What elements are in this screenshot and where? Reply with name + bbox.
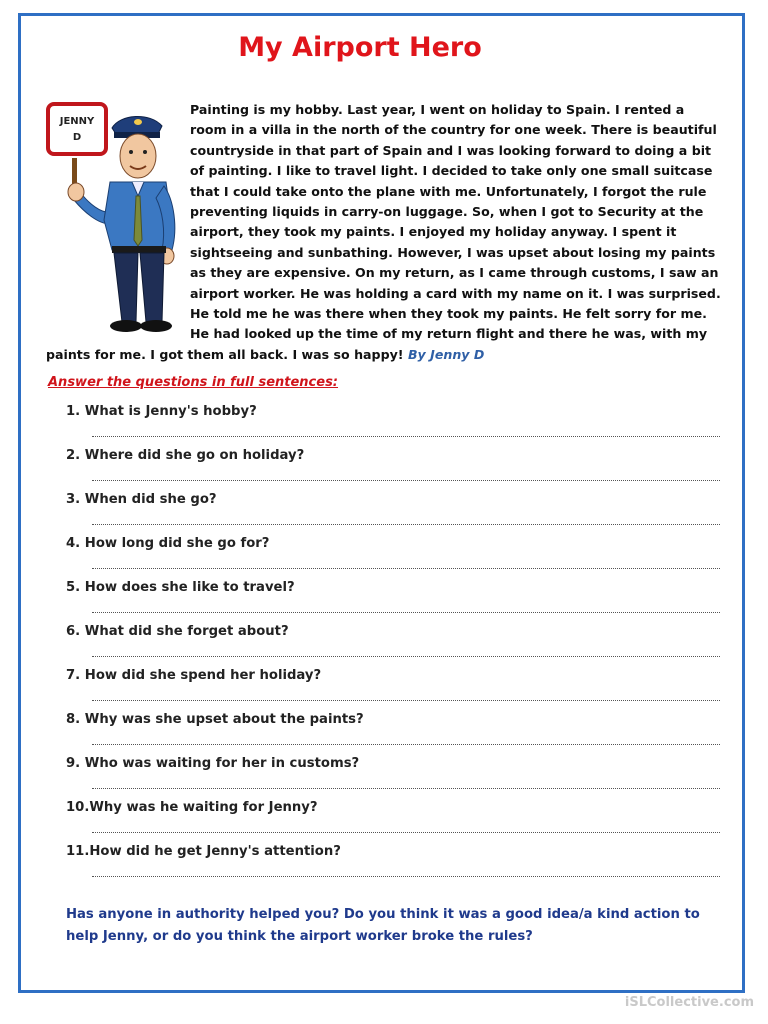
question-list (66, 402, 726, 886)
answer-line[interactable] (92, 510, 720, 525)
answer-line[interactable] (92, 642, 720, 657)
question-text: 8. Why was she upset about the paints? (66, 712, 364, 727)
question-text: 4. How long did she go for? (66, 536, 270, 551)
answer-line[interactable] (92, 862, 720, 877)
question-text: 7. How did she spend her holiday? (66, 668, 322, 683)
sign-text-1: JENNY (59, 116, 95, 127)
answer-line[interactable] (92, 730, 720, 745)
story-passage (46, 100, 722, 365)
answer-line[interactable] (92, 774, 720, 789)
question-item (66, 754, 726, 798)
sign-text-2: D (72, 132, 82, 143)
question-item (66, 622, 726, 666)
answer-line[interactable] (92, 466, 720, 481)
question-text: 10.Why was he waiting for Jenny? (66, 800, 318, 815)
question-text: 5. How does she like to travel? (66, 580, 295, 595)
question-item (66, 578, 726, 622)
instructions: Answer the questions in full sentences: (48, 375, 339, 390)
question-item (66, 798, 726, 842)
question-text: 2. Where did she go on holiday? (66, 448, 305, 463)
answer-line[interactable] (92, 598, 720, 613)
question-text: 1. What is Jenny's hobby? (66, 404, 257, 419)
airport-worker-illustration (46, 100, 186, 342)
answer-line[interactable] (92, 554, 720, 569)
question-text: 9. Who was waiting for her in customs? (66, 756, 360, 771)
question-text: 3. When did she go? (66, 492, 217, 507)
story-byline: By Jenny D (407, 346, 485, 362)
answer-line[interactable] (92, 686, 720, 701)
name-sign (48, 104, 106, 154)
question-item (66, 666, 726, 710)
story-text: Painting is my hobby. Last year, I went on holiday to Spain. I rented a room in a villa in the north of the country for one week. There is beautiful countryside in that part of Spain and I was looking forward to doing a bit of painting. I like to travel light. I decided to take only one small suitcase that I could take onto the plane with me. Unfortunately, I forgot the rule preventing liquids in carry-on luggage. So, when I got to Security at the airport, they took my paints. I enjoyed my holiday anyway. I spent it sightseeing and sunbathing. However, I was upset about losing my paints as they are expensive. On my return, as I came through customs, I saw an airport worker. He was holding a card with my name on it. I was surprised. He told me he was there when they took my paints. He felt sorry for me. He had looked up the time of my return flight and there he was, with my paints for me. I got them all back. I was so happy! (46, 102, 721, 362)
question-item (66, 490, 726, 534)
question-text: 6. What did she forget about? (66, 624, 289, 639)
question-item (66, 402, 726, 446)
answer-line[interactable] (92, 422, 720, 437)
question-item (66, 842, 726, 886)
answer-line[interactable] (92, 818, 720, 833)
discussion-question: Has anyone in authority helped you? Do you think it was a good idea/a kind action to help Jenny, or do you think the airport worker broke the rules? (66, 907, 700, 944)
question-item (66, 534, 726, 578)
question-item (66, 446, 726, 490)
worksheet-title: My Airport Hero (238, 32, 482, 63)
question-item (66, 710, 726, 754)
question-text: 11.How did he get Jenny's attention? (66, 844, 341, 859)
watermark: iSLCollective.com (624, 995, 754, 1010)
